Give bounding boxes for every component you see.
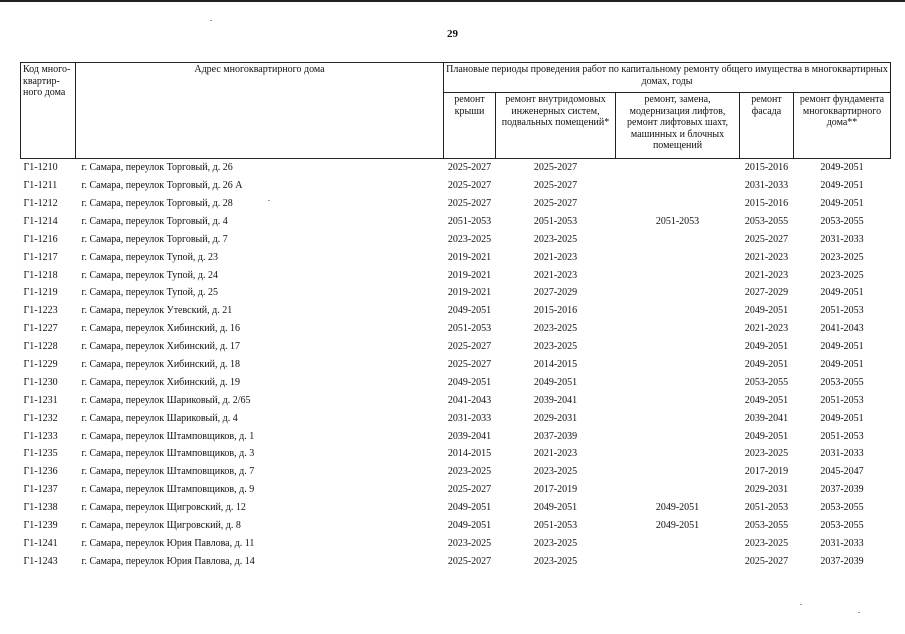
cell-foundation: 2053-2055 [820, 215, 864, 227]
cell-elevators [616, 481, 740, 499]
cell-roof: 2051-2053 [447, 215, 492, 227]
cell-systems: 2025-2027 [533, 180, 578, 192]
scan-speck [268, 200, 270, 201]
cell-roof: 2031-2033 [447, 412, 492, 424]
cell-facade: 2049-2051 [744, 394, 789, 406]
cell-foundation: 2049-2051 [820, 197, 864, 209]
table-row [21, 499, 891, 517]
header-elevators: ремонт, замена, модернизация лифтов, ремонт лифтовых шахт, машинных и блочных помещений [616, 93, 740, 159]
cell-code: Г1-1211 [23, 180, 58, 192]
cell-facade: 2021-2023 [744, 269, 789, 281]
cell-foundation: 2049-2051 [820, 358, 864, 370]
cell-foundation: 2037-2039 [820, 484, 864, 496]
cell-roof: 2025-2027 [447, 341, 492, 353]
cell-facade: 2025-2027 [744, 233, 789, 245]
cell-foundation: 2049-2051 [820, 412, 864, 424]
cell-address: г. Самара, переулок Торговый, д. 4 [81, 215, 228, 227]
cell-facade: 2053-2055 [744, 376, 789, 388]
cell-foundation: 2051-2053 [820, 305, 864, 317]
cell-foundation: 2053-2055 [820, 520, 864, 531]
cell-facade: 2049-2051 [744, 430, 789, 442]
cell-elevators [616, 338, 740, 356]
cell-facade: 2049-2051 [744, 305, 789, 317]
header-roof: ремонт крыши [444, 93, 496, 159]
header-foundation: ремонт фундамента многоквартирного дома** [794, 93, 891, 159]
cell-roof: 2019-2021 [447, 251, 492, 263]
header-code: Код много-квартир-ного дома [21, 63, 76, 159]
cell-roof: 2023-2025 [447, 466, 492, 478]
cell-roof: 2025-2027 [447, 197, 492, 209]
cell-foundation: 2049-2051 [820, 162, 864, 174]
cell-foundation: 2051-2053 [820, 394, 864, 406]
table-row [21, 213, 891, 231]
cell-address: г. Самара, переулок Торговый, д. 26 [81, 162, 233, 174]
header-systems: ремонт внутридомовых инженерных систем, подвальных помещений* [496, 93, 616, 159]
cell-facade: 2027-2029 [744, 287, 789, 299]
cell-systems: 2027-2029 [533, 287, 578, 299]
cell-systems: 2029-2031 [533, 412, 578, 424]
cell-roof: 2025-2027 [447, 555, 492, 567]
cell-facade: 2015-2016 [744, 162, 789, 174]
cell-systems: 2021-2023 [533, 269, 578, 281]
cell-systems: 2037-2039 [533, 430, 578, 442]
cell-code: Г1-1233 [23, 430, 58, 442]
cell-systems: 2015-2016 [533, 305, 578, 317]
table-row [21, 159, 891, 177]
cell-code: Г1-1231 [23, 394, 58, 406]
cell-systems: 2023-2025 [533, 537, 578, 549]
capital-repair-table [20, 62, 891, 570]
cell-code: Г1-1212 [23, 197, 58, 209]
cell-systems: 2039-2041 [533, 394, 578, 406]
cell-address: г. Самара, переулок Хибинский, д. 16 [81, 323, 241, 335]
table-row [21, 445, 891, 463]
cell-code: Г1-1238 [23, 502, 58, 514]
cell-systems: 2049-2051 [533, 376, 578, 388]
cell-roof: 2025-2027 [447, 484, 492, 496]
cell-code: Г1-1218 [23, 269, 58, 281]
cell-address: г. Самара, переулок Щигровский, д. 12 [81, 502, 246, 514]
table-row [21, 284, 891, 302]
cell-code: Г1-1223 [23, 305, 58, 317]
cell-foundation: 2053-2055 [820, 502, 864, 514]
cell-code: Г1-1232 [23, 412, 58, 424]
cell-systems: 2023-2025 [533, 555, 578, 567]
cell-code: Г1-1243 [23, 555, 58, 567]
cell-systems: 2023-2025 [533, 466, 578, 478]
cell-systems: 2017-2019 [533, 484, 578, 496]
cell-roof: 2049-2051 [447, 305, 492, 317]
cell-code: Г1-1228 [23, 341, 58, 353]
scan-speck [210, 20, 212, 21]
cell-code: Г1-1227 [23, 323, 58, 335]
table-row [21, 266, 891, 284]
cell-foundation: 2045-2047 [820, 466, 864, 478]
table-row [21, 553, 891, 571]
top-border-line [0, 0, 905, 2]
header-planned-periods: Плановые периоды проведения работ по капитальному ремонту общего имущества в многоквартирных домах, годы [444, 63, 891, 93]
cell-address: г. Самара, переулок Юрия Павлова, д. 14 [81, 555, 255, 567]
table-row [21, 463, 891, 481]
cell-foundation: 2041-2043 [820, 323, 864, 335]
cell-elevators [616, 463, 740, 481]
table-row [21, 481, 891, 499]
table-row [21, 356, 891, 374]
cell-code: Г1-1210 [23, 162, 58, 174]
cell-facade: 2025-2027 [744, 555, 789, 567]
cell-roof: 2051-2053 [447, 323, 492, 335]
cell-foundation: 2031-2033 [820, 233, 864, 245]
cell-systems: 2023-2025 [533, 233, 578, 245]
cell-roof: 2041-2043 [447, 394, 492, 406]
cell-address: г. Самара, переулок Тупой, д. 25 [81, 287, 219, 299]
cell-address: г. Самара, переулок Тупой, д. 23 [81, 251, 219, 263]
cell-foundation: 2031-2033 [820, 448, 864, 460]
cell-systems: 2021-2023 [533, 448, 578, 460]
cell-address: г. Самара, переулок Юрия Павлова, д. 11 [81, 537, 255, 549]
table-row [21, 535, 891, 553]
cell-code: Г1-1219 [23, 287, 58, 299]
cell-roof: 2039-2041 [447, 430, 492, 442]
cell-elevators: 2049-2051 [655, 520, 700, 531]
cell-elevators [616, 266, 740, 284]
cell-foundation: 2053-2055 [820, 376, 864, 388]
table-row [21, 231, 891, 249]
cell-code: Г1-1241 [23, 537, 58, 549]
scan-speck [858, 612, 860, 613]
cell-address: г. Самара, переулок Хибинский, д. 19 [81, 376, 241, 388]
cell-facade: 2023-2025 [744, 448, 789, 460]
cell-elevators [616, 177, 740, 195]
cell-code: Г1-1237 [23, 484, 58, 496]
cell-facade: 2049-2051 [744, 358, 789, 370]
cell-foundation: 2031-2033 [820, 537, 864, 549]
cell-address: г. Самара, переулок Торговый, д. 7 [81, 233, 228, 245]
cell-foundation: 2049-2051 [820, 180, 864, 192]
cell-code: Г1-1214 [23, 215, 58, 227]
cell-elevators: 2051-2053 [655, 215, 700, 227]
cell-foundation: 2051-2053 [820, 430, 864, 442]
cell-elevators [616, 195, 740, 213]
cell-address: г. Самара, переулок Утевский, д. 21 [81, 305, 233, 317]
table-row [21, 195, 891, 213]
cell-address: г. Самара, переулок Тупой, д. 24 [81, 269, 219, 281]
cell-elevators [616, 248, 740, 266]
table-row [21, 517, 891, 535]
table-row [21, 427, 891, 445]
cell-roof: 2019-2021 [447, 287, 492, 299]
cell-systems: 2023-2025 [533, 323, 578, 335]
cell-address: г. Самара, переулок Штамповщиков, д. 3 [81, 448, 255, 460]
cell-elevators [616, 553, 740, 571]
cell-facade: 2039-2041 [744, 412, 789, 424]
cell-elevators [616, 535, 740, 553]
table-row [21, 409, 891, 427]
cell-facade: 2017-2019 [744, 466, 789, 478]
cell-elevators [616, 159, 740, 177]
header-facade: ремонт фасада [740, 93, 794, 159]
cell-code: Г1-1236 [23, 466, 58, 478]
table-row [21, 302, 891, 320]
cell-code: Г1-1235 [23, 448, 58, 460]
cell-elevators [616, 284, 740, 302]
table-row [21, 248, 891, 266]
cell-facade: 2051-2053 [744, 502, 789, 514]
cell-systems: 2051-2053 [533, 215, 578, 227]
cell-elevators [616, 356, 740, 374]
cell-facade: 2021-2023 [744, 323, 789, 335]
cell-elevators [616, 445, 740, 463]
cell-elevators [616, 427, 740, 445]
page-number: 29 [447, 28, 458, 40]
cell-roof: 2019-2021 [447, 269, 492, 281]
cell-roof: 2049-2051 [447, 376, 492, 388]
cell-facade: 2015-2016 [744, 197, 789, 209]
cell-facade: 2023-2025 [744, 537, 789, 549]
scan-speck [800, 604, 802, 605]
table-body [21, 159, 891, 571]
table-row [21, 374, 891, 392]
cell-address: г. Самара, переулок Штамповщиков, д. 1 [81, 430, 255, 442]
header-address: Адрес многоквартирного дома [76, 63, 444, 159]
cell-facade: 2053-2055 [744, 215, 789, 227]
cell-systems: 2021-2023 [533, 251, 578, 263]
cell-code: Г1-1229 [23, 358, 58, 370]
cell-elevators [616, 392, 740, 410]
cell-roof: 2049-2051 [447, 502, 492, 514]
cell-roof: 2025-2027 [447, 358, 492, 370]
cell-address: г. Самара, переулок Хибинский, д. 17 [81, 341, 241, 353]
cell-address: г. Самара, переулок Щигровский, д. 8 [81, 520, 241, 531]
cell-systems: 2025-2027 [533, 162, 578, 174]
cell-systems: 2051-2053 [533, 520, 578, 531]
cell-roof: 2025-2027 [447, 162, 492, 174]
cell-elevators [616, 302, 740, 320]
cell-foundation: 2037-2039 [820, 555, 864, 567]
cell-code: Г1-1217 [23, 251, 58, 263]
table-row [21, 320, 891, 338]
cell-systems: 2025-2027 [533, 197, 578, 209]
cell-roof: 2025-2027 [447, 180, 492, 192]
cell-foundation: 2023-2025 [820, 251, 864, 263]
cell-roof: 2014-2015 [447, 448, 492, 460]
cell-code: Г1-1239 [23, 520, 58, 531]
cell-elevators [616, 320, 740, 338]
cell-systems: 2049-2051 [533, 502, 578, 514]
cell-roof: 2023-2025 [447, 233, 492, 245]
table-row [21, 392, 891, 410]
cell-elevators: 2049-2051 [655, 502, 700, 514]
cell-address: г. Самара, переулок Хибинский, д. 18 [81, 358, 241, 370]
cell-facade: 2021-2023 [744, 251, 789, 263]
cell-facade: 2053-2055 [744, 520, 789, 531]
cell-systems: 2023-2025 [533, 341, 578, 353]
cell-foundation: 2023-2025 [820, 269, 864, 281]
cell-roof: 2023-2025 [447, 537, 492, 549]
cell-elevators [616, 409, 740, 427]
cell-systems: 2014-2015 [533, 358, 578, 370]
table-row [21, 177, 891, 195]
cell-roof: 2049-2051 [447, 520, 492, 531]
cell-address: г. Самара, переулок Торговый, д. 28 [81, 197, 233, 209]
cell-foundation: 2049-2051 [820, 287, 864, 299]
cell-code: Г1-1216 [23, 233, 58, 245]
cell-facade: 2029-2031 [744, 484, 789, 496]
table-row [21, 338, 891, 356]
cell-facade: 2049-2051 [744, 341, 789, 353]
cell-elevators [616, 231, 740, 249]
cell-address: г. Самара, переулок Торговый, д. 26 А [81, 180, 243, 192]
cell-address: г. Самара, переулок Шариковый, д. 2/65 [81, 394, 251, 406]
cell-address: г. Самара, переулок Шариковый, д. 4 [81, 412, 238, 424]
cell-code: Г1-1230 [23, 376, 58, 388]
cell-facade: 2031-2033 [744, 180, 789, 192]
cell-address: г. Самара, переулок Штамповщиков, д. 7 [81, 466, 255, 478]
cell-foundation: 2049-2051 [820, 341, 864, 353]
cell-elevators [616, 374, 740, 392]
cell-address: г. Самара, переулок Штамповщиков, д. 9 [81, 484, 255, 496]
